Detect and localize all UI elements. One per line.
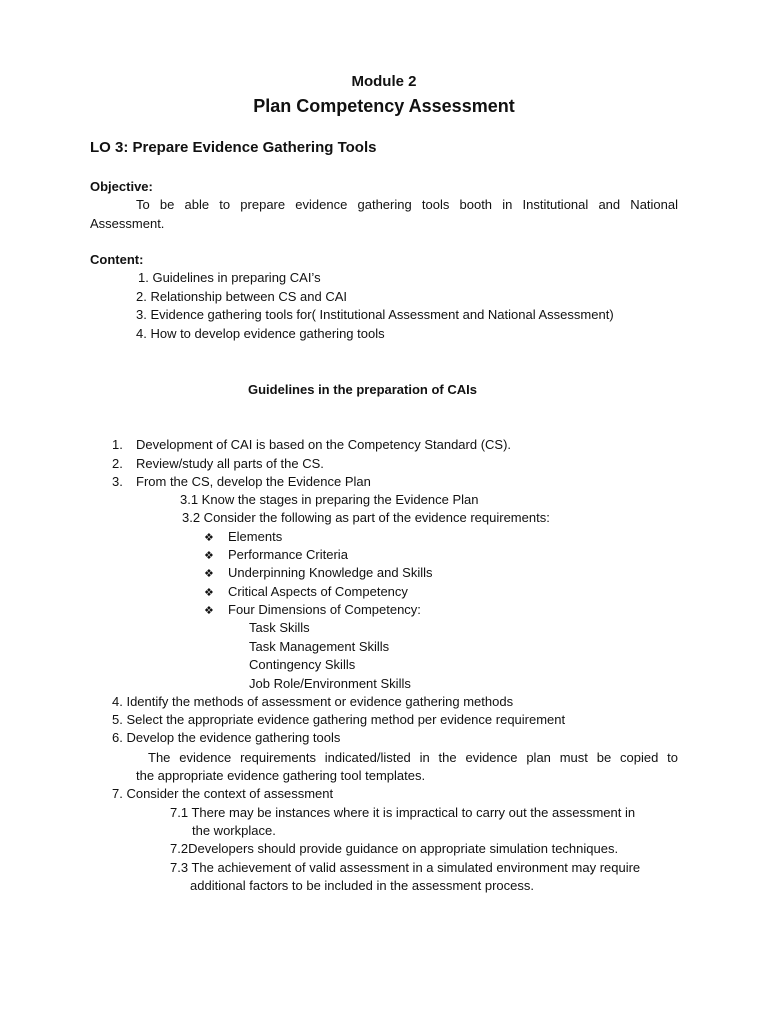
content-item-1: 1. Guidelines in preparing CAI’s (138, 270, 321, 285)
guideline-7: 7. Consider the context of assessment (112, 786, 334, 801)
content-item-2: 2. Relationship between CS and CAI (136, 289, 348, 304)
content-label: Content: (90, 252, 144, 267)
guideline-7-3-line2: additional factors to be included in the assessment process. (190, 878, 534, 893)
learning-outcome-heading: LO 3: Prepare Evidence Gathering Tools (90, 139, 377, 156)
list-item (204, 583, 408, 602)
guidelines-heading: Guidelines in the preparation of CAIs (248, 382, 477, 397)
list-item (204, 564, 433, 583)
guideline-6: 6. Develop the evidence gathering tools (112, 730, 341, 745)
guideline-7-3-line1: 7.3 The achievement of valid assessment in a simulated environment may require (170, 860, 641, 875)
guideline-3: From the CS, develop the Evidence Plan (136, 474, 371, 489)
guideline-2: Review/study all parts of the CS. (136, 456, 324, 471)
objective-text-line1: To be able to prepare evidence gathering tools booth in Institutional and National (136, 197, 678, 212)
bullet-text: Four Dimensions of Competency: (228, 602, 421, 617)
bullet-text: Elements (228, 529, 283, 544)
guideline-1-number: 1. (112, 437, 123, 452)
diamond-bullet-icon: ❖ (204, 532, 214, 544)
objective-label: Objective: (90, 179, 153, 194)
list-item (204, 601, 421, 620)
guideline-3-2: 3.2 Consider the following as part of the evidence requirements: (182, 510, 550, 525)
diamond-bullet-icon: ❖ (204, 587, 214, 599)
objective-text-line2: Assessment. (90, 216, 165, 231)
guideline-4: 4. Identify the methods of assessment or evidence gathering methods (112, 694, 514, 709)
dimension-item: Contingency Skills (249, 657, 356, 672)
diamond-bullet-icon: ❖ (204, 568, 214, 580)
dimension-item: Task Management Skills (249, 639, 390, 654)
dimension-item: Job Role/Environment Skills (249, 676, 411, 691)
list-item (204, 546, 348, 565)
guideline-5: 5. Select the appropriate evidence gathering method per evidence requirement (112, 712, 566, 727)
content-item-4: 4. How to develop evidence gathering tools (136, 326, 385, 341)
guideline-3-number: 3. (112, 474, 123, 489)
guideline-7-1-line2: the workplace. (192, 823, 276, 838)
diamond-bullet-icon: ❖ (204, 550, 214, 562)
bullet-text: Underpinning Knowledge and Skills (228, 565, 433, 580)
content-item-3: 3. Evidence gathering tools for( Institutional Assessment and National Assessment) (136, 307, 614, 322)
page-title: Plan Competency Assessment (253, 96, 515, 116)
guideline-2-number: 2. (112, 456, 123, 471)
module-number: Module 2 (351, 73, 417, 90)
diamond-bullet-icon: ❖ (204, 605, 214, 617)
dimension-item: Task Skills (249, 620, 310, 635)
guideline-7-1-line1: 7.1 There may be instances where it is impractical to carry out the assessment in (170, 805, 636, 820)
bullet-text: Performance Criteria (228, 547, 348, 562)
guideline-6-paragraph-line1: The evidence requirements indicated/listed in the evidence plan must be copied to (148, 750, 678, 765)
bullet-text: Critical Aspects of Competency (228, 584, 408, 599)
guideline-6-paragraph-line2: the appropriate evidence gathering tool templates. (136, 768, 426, 783)
guideline-3-1: 3.1 Know the stages in preparing the Evidence Plan (180, 492, 479, 507)
guideline-1: Development of CAI is based on the Competency Standard (CS). (136, 437, 512, 452)
list-item (204, 528, 282, 547)
guideline-7-2: 7.2Developers should provide guidance on appropriate simulation techniques. (170, 841, 619, 856)
